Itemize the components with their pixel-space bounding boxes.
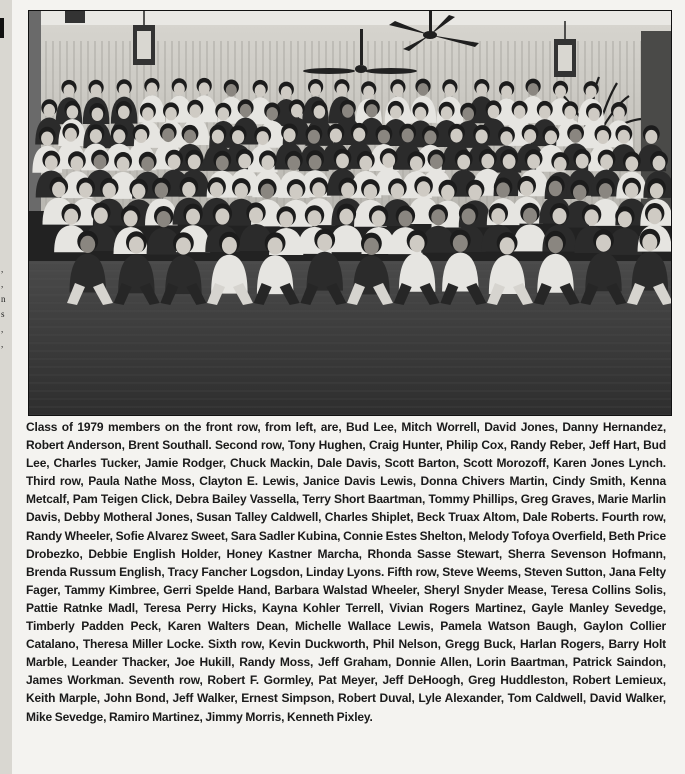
person-face <box>226 84 237 97</box>
person-face <box>308 210 322 226</box>
person-face <box>410 235 425 252</box>
person-face <box>310 84 321 97</box>
person-face <box>488 105 500 118</box>
person-face <box>642 234 657 251</box>
person-face <box>500 131 512 145</box>
person-face <box>523 208 537 224</box>
person-face <box>339 209 353 225</box>
person-face <box>65 128 77 142</box>
person-face <box>336 154 349 169</box>
person-face <box>314 105 326 118</box>
adjacent-column-fragments: , , n s , , <box>1 264 6 349</box>
person-face <box>113 129 125 143</box>
person-face <box>545 130 557 144</box>
person-face <box>215 208 229 224</box>
person-face <box>165 107 177 120</box>
person-face <box>599 183 612 198</box>
group-photo-image <box>29 11 671 415</box>
person-face <box>341 183 354 198</box>
person-face <box>410 156 423 171</box>
person-face <box>391 183 404 198</box>
person-face <box>462 208 476 224</box>
person-face <box>184 130 196 144</box>
person-face <box>501 86 512 99</box>
class-group-photo <box>28 10 672 416</box>
person-face <box>441 185 454 200</box>
person-face <box>261 184 274 199</box>
person-face <box>257 131 269 145</box>
person-face <box>527 154 540 169</box>
person-face <box>216 156 229 171</box>
person-face <box>650 183 663 198</box>
person-face <box>520 181 533 196</box>
person-face <box>653 156 666 171</box>
person-face <box>363 86 374 99</box>
person-face <box>372 210 386 226</box>
person-face <box>52 182 65 197</box>
person-face <box>503 154 516 169</box>
person-face <box>430 154 443 169</box>
person-face <box>382 153 395 168</box>
person-face <box>625 156 638 171</box>
person-face <box>597 130 609 144</box>
person-face <box>431 209 445 225</box>
person-face <box>491 208 505 224</box>
person-face <box>514 105 526 118</box>
person-face <box>266 107 278 120</box>
person-face <box>309 155 322 170</box>
person-face <box>462 107 474 120</box>
person-face <box>249 207 263 223</box>
ceiling-fan-far <box>65 11 85 23</box>
person-face <box>528 83 539 96</box>
person-face <box>80 236 95 253</box>
person-face <box>500 237 515 254</box>
person-face <box>186 209 200 225</box>
person-face <box>92 108 104 121</box>
person-face <box>210 182 223 197</box>
person-face <box>588 108 600 121</box>
person-face <box>283 128 295 142</box>
person-face <box>44 104 56 117</box>
person-face <box>64 84 75 97</box>
person-face <box>613 107 625 120</box>
person-face <box>596 235 611 252</box>
person-face <box>312 182 325 197</box>
person-face <box>190 104 202 117</box>
person-face <box>124 210 138 226</box>
person-face <box>118 106 130 119</box>
person-face <box>162 128 174 142</box>
person-face <box>573 185 586 200</box>
adjacent-column-edge <box>0 0 12 774</box>
person-face <box>330 129 342 143</box>
person-face <box>554 157 567 172</box>
person-face <box>364 184 377 199</box>
person-face <box>648 208 662 224</box>
person-face <box>359 156 372 171</box>
person-face <box>119 84 130 97</box>
person-face <box>146 83 157 96</box>
person-face <box>168 155 181 170</box>
person-face <box>235 183 248 198</box>
person-face <box>524 129 536 143</box>
person-face <box>262 155 275 170</box>
person-face <box>103 183 116 198</box>
person-face <box>415 107 427 120</box>
person-face <box>90 129 102 143</box>
person-face <box>141 157 154 172</box>
person-face <box>468 185 481 200</box>
person-face <box>79 183 92 198</box>
person-face <box>336 84 347 97</box>
person-face <box>481 154 494 169</box>
person-face <box>390 106 402 119</box>
person-face <box>117 157 130 172</box>
person-face <box>618 130 630 144</box>
person-face <box>199 82 210 95</box>
person-face <box>496 182 509 197</box>
person-face <box>353 128 365 142</box>
person-face <box>222 237 237 254</box>
person-face <box>476 84 487 97</box>
person-face <box>570 129 582 143</box>
person-face <box>444 84 455 97</box>
person-face <box>645 130 657 144</box>
person-face <box>392 84 403 97</box>
person-face <box>441 106 453 119</box>
person-face <box>174 83 185 96</box>
column-edge-mark <box>0 18 4 38</box>
person-face <box>155 183 168 198</box>
person-face <box>188 155 201 170</box>
person-face <box>618 211 632 227</box>
person-face <box>132 184 145 199</box>
person-face <box>64 209 78 225</box>
person-face <box>450 129 462 143</box>
person-face <box>91 84 102 97</box>
person-face <box>94 208 108 224</box>
person-face <box>142 107 154 120</box>
person-face <box>418 83 429 96</box>
person-face <box>308 130 320 144</box>
person-face <box>317 234 332 251</box>
person-face <box>135 129 147 143</box>
person-face <box>238 154 251 169</box>
person-face <box>457 155 470 170</box>
person-face <box>67 105 79 118</box>
person-face <box>157 211 171 227</box>
person-face <box>453 235 468 252</box>
person-face <box>232 130 244 144</box>
person-face <box>342 104 354 117</box>
person-face <box>585 209 599 225</box>
person-face <box>218 107 230 120</box>
person-face <box>564 106 576 119</box>
person-face <box>291 104 303 117</box>
person-face <box>212 130 224 144</box>
person-face <box>240 104 252 117</box>
person-face <box>576 154 589 169</box>
person-face <box>71 156 84 171</box>
person-face <box>279 211 293 227</box>
person-face <box>539 106 551 119</box>
person-face <box>600 154 613 169</box>
person-face <box>476 130 488 144</box>
person-face <box>182 182 195 197</box>
person-face <box>586 86 597 99</box>
person-face <box>424 130 436 144</box>
person-face <box>268 237 283 254</box>
person-face <box>417 181 430 196</box>
person-face <box>289 184 302 199</box>
person-face <box>625 183 638 198</box>
person-face <box>41 132 53 146</box>
person-face <box>366 104 378 117</box>
person-face <box>287 156 300 171</box>
photo-caption: Class of 1979 members on the front row, from left, are, Bud Lee, Mitch Worrell, David Jones, Danny Hernandez, Robert Anderson, Brent Southall. Second row, Tony Hughen, Craig Hunter, Philip Cox, Randy Reber, Jeff Hart, Bud Lee, Charles Tucker, Jamie Rodger, Chuck Mackin, Dale Davis, Scott Barton, Scott Morozoff, Karen Jones Lynch. Third row, Paula Nathe Moss, Clayton E. Lewis, Janice Davis Lewis, Donna Chivers Martin, Cindy Smith, Kenna Metcalf, Pam Teigen Click, Debra Bailey Vassella, Terry Short Baartman, Tommy Phillips, Greg Graves, Marie Marlin Davis, Debby Motheral Jones, Susan Talley Caldwell, Charles Shiplet, Beck Truax Altom, Dale Roberts. Fourth row, Randy Wheeler, Sofie Alvarez Sweet, Sara Sadler Kubina, Connie Estes Shelton, Melody Tofoya Overfield, Beth Price Drobezko, Debbie English Holder, Honey Kastner Marcha, Rhonda Sasse Stewart, Sherra Sevenson Hofmann, Brenda Russum English, Tracy Fancher Logsdon, Linday Lyons. Fifth row, Steve Weems, Steven Sutton, Jana Felty Fager, Tammy Kimbree, Gerri Spelde Hand, Barbara Walstad Wheeler, Sheryl Snyder Mease, Teresa Collins Solis, Pattie Ratnke Madl, Teresa Perry Hicks, Kayna Kohler Terrell, Vivian Rogers Martinez, Gayle Manley Sevedge, Timberly Padden Peck, Karen Walters Dean, Michelle Wallace Lewis, Pamela Watson Baugh, Gaylon Collier Catalano, Theresa Miller Locke. Sixth row, Kevin Duckworth, Phil Nelson, Gregg Buck, Harlan Rogers, Barry Holt Marble, Leander Thacker, Joe Hukill, Randy Moss, Jeff Graham, Donnie Allen, Lorin Baartman, Patrick Saindon, James Workman. Seventh row, Robert F. Gormley, Pat Meyer, Jeff DeHoogh, Greg Huddleston, Robert Lemieux, Keith Marple, John Bond, Jeff Walker, Ernest Simpson, Robert Duval, Lyle Alexander, Tom Caldwell, David Walker, Mike Sevedge, Ramiro Martinez, Jimmy Morris, Kenneth Pixley. <box>26 420 666 724</box>
person-face <box>364 238 379 255</box>
person-face <box>176 237 191 254</box>
person-face <box>45 155 58 170</box>
person-face <box>255 84 266 97</box>
person-face <box>549 181 562 196</box>
person-face <box>378 130 390 144</box>
person-face <box>402 128 414 142</box>
person-face <box>555 85 566 98</box>
person-face <box>129 237 144 254</box>
person-body <box>513 224 547 251</box>
person-face <box>94 155 107 170</box>
person-face <box>281 86 292 99</box>
person-face <box>548 236 563 253</box>
person-face <box>553 208 567 224</box>
person-face <box>398 211 412 227</box>
